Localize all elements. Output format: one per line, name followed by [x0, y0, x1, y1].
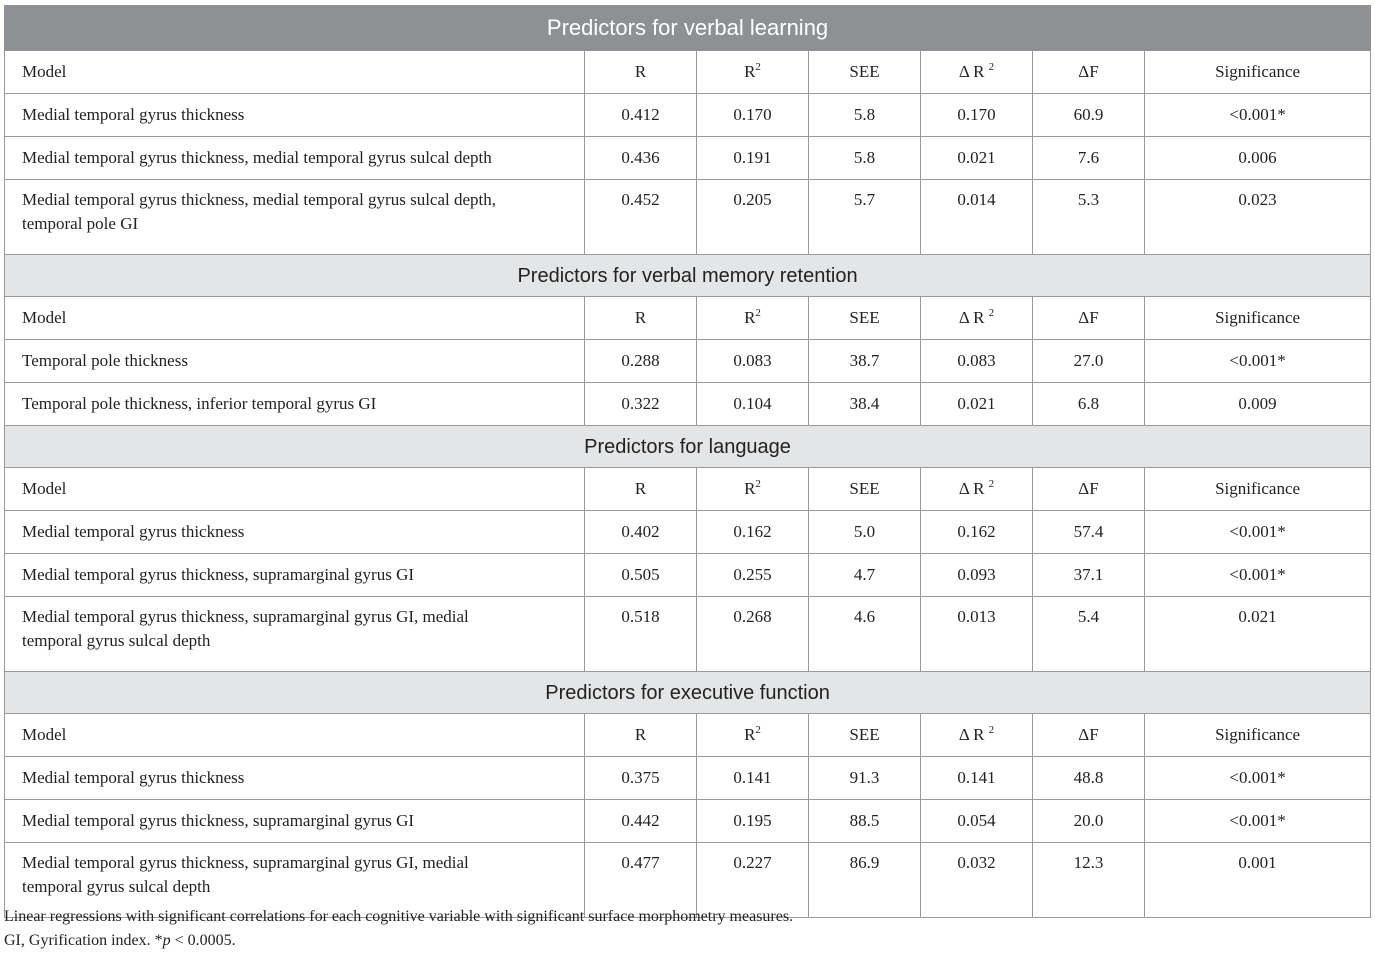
cell-delta-r2: 0.170: [921, 94, 1033, 137]
cell-significance: 0.021: [1145, 597, 1371, 672]
header-significance: Significance: [1145, 468, 1371, 511]
header-model: Model: [5, 714, 585, 757]
column-header-row: [5, 714, 1371, 757]
cell-significance: 0.023: [1145, 180, 1371, 255]
cell-delta-r2: 0.093: [921, 554, 1033, 597]
cell-r: 0.322: [585, 383, 697, 426]
table-footnote: [4, 905, 793, 953]
footnote-line-1: Linear regressions with significant correlations for each cognitive variable with significant surface morphometry measures.: [4, 908, 794, 925]
cell-significance: 0.009: [1145, 383, 1371, 426]
table-row: [5, 597, 1371, 672]
header-model: Model: [5, 51, 585, 94]
section-heading-row: [5, 426, 1371, 468]
cell-model: Medial temporal gyrus thickness, supramarginal gyrus GI: [5, 554, 585, 597]
cell-see: 4.6: [809, 597, 921, 672]
cell-delta-r2: 0.014: [921, 180, 1033, 255]
section-heading: Predictors for verbal memory retention: [5, 255, 1371, 297]
header-r: R: [585, 51, 697, 94]
cell-see: 88.5: [809, 800, 921, 843]
table-title-row: [5, 6, 1371, 51]
cell-see: 38.4: [809, 383, 921, 426]
cell-significance: <0.001*: [1145, 94, 1371, 137]
cell-model: Medial temporal gyrus thickness: [5, 94, 585, 137]
cell-delta-r2: 0.021: [921, 383, 1033, 426]
header-see: SEE: [809, 714, 921, 757]
table-row: [5, 340, 1371, 383]
cell-r2: 0.141: [697, 757, 809, 800]
cell-model: Medial temporal gyrus thickness: [5, 511, 585, 554]
cell-r2: 0.268: [697, 597, 809, 672]
cell-model: Temporal pole thickness: [5, 340, 585, 383]
cell-see: 4.7: [809, 554, 921, 597]
table-row: [5, 757, 1371, 800]
cell-r: 0.402: [585, 511, 697, 554]
header-significance: Significance: [1145, 714, 1371, 757]
cell-model: Medial temporal gyrus thickness, medial temporal gyrus sulcal depth, temporal pole GI: [5, 180, 585, 255]
table-row: [5, 800, 1371, 843]
cell-significance: <0.001*: [1145, 757, 1371, 800]
header-model: Model: [5, 297, 585, 340]
cell-model: Temporal pole thickness, inferior temporal gyrus GI: [5, 383, 585, 426]
cell-r: 0.452: [585, 180, 697, 255]
table-row: [5, 511, 1371, 554]
header-delta-f: ΔF: [1033, 714, 1145, 757]
cell-r2: 0.104: [697, 383, 809, 426]
cell-delta-f: 37.1: [1033, 554, 1145, 597]
cell-see: 5.7: [809, 180, 921, 255]
cell-delta-f: 5.3: [1033, 180, 1145, 255]
table-title: Predictors for verbal learning: [5, 6, 1371, 51]
header-see: SEE: [809, 51, 921, 94]
regression-table: [4, 5, 1371, 918]
cell-model: Medial temporal gyrus thickness, supramarginal gyrus GI: [5, 800, 585, 843]
footnote-line-2: GI, Gyrification index. *p < 0.0005.: [4, 932, 236, 949]
header-r2: $R^2$: [697, 297, 809, 340]
cell-significance: 0.001: [1145, 843, 1371, 918]
table-row: [5, 137, 1371, 180]
cell-see: 91.3: [809, 757, 921, 800]
header-delta-f: ΔF: [1033, 468, 1145, 511]
cell-delta-r2: 0.021: [921, 137, 1033, 180]
cell-r2: 0.227: [697, 843, 809, 918]
cell-delta-r2: 0.162: [921, 511, 1033, 554]
table-row: [5, 94, 1371, 137]
cell-delta-r2: 0.083: [921, 340, 1033, 383]
cell-significance: 0.006: [1145, 137, 1371, 180]
header-model: Model: [5, 468, 585, 511]
header-delta-r2: Δ R $^2$: [921, 714, 1033, 757]
cell-delta-f: 57.4: [1033, 511, 1145, 554]
header-delta-r2: Δ R $^2$: [921, 468, 1033, 511]
header-r2: $R^2$: [697, 468, 809, 511]
cell-r2: 0.083: [697, 340, 809, 383]
section-heading-row: [5, 255, 1371, 297]
cell-see: 38.7: [809, 340, 921, 383]
cell-r: 0.375: [585, 757, 697, 800]
header-delta-f: ΔF: [1033, 51, 1145, 94]
cell-delta-r2: 0.054: [921, 800, 1033, 843]
cell-significance: <0.001*: [1145, 340, 1371, 383]
section-heading-row: [5, 672, 1371, 714]
cell-r2: 0.170: [697, 94, 809, 137]
cell-delta-f: 7.6: [1033, 137, 1145, 180]
cell-delta-r2: 0.032: [921, 843, 1033, 918]
cell-model: Medial temporal gyrus thickness: [5, 757, 585, 800]
cell-r: 0.477: [585, 843, 697, 918]
cell-r: 0.505: [585, 554, 697, 597]
cell-r2: 0.205: [697, 180, 809, 255]
cell-significance: <0.001*: [1145, 554, 1371, 597]
header-see: SEE: [809, 297, 921, 340]
table-row: [5, 554, 1371, 597]
header-delta-f: ΔF: [1033, 297, 1145, 340]
cell-delta-f: 20.0: [1033, 800, 1145, 843]
results-table-container: [4, 5, 1370, 918]
cell-see: 5.0: [809, 511, 921, 554]
table-row: [5, 180, 1371, 255]
cell-r: 0.436: [585, 137, 697, 180]
cell-r: 0.288: [585, 340, 697, 383]
cell-delta-f: 12.3: [1033, 843, 1145, 918]
cell-delta-f: 48.8: [1033, 757, 1145, 800]
header-r: R: [585, 468, 697, 511]
cell-r2: 0.255: [697, 554, 809, 597]
cell-delta-f: 6.8: [1033, 383, 1145, 426]
cell-r: 0.412: [585, 94, 697, 137]
section-heading: Predictors for executive function: [5, 672, 1371, 714]
cell-delta-r2: 0.013: [921, 597, 1033, 672]
cell-model: Medial temporal gyrus thickness, supramarginal gyrus GI, medial temporal gyrus sulcal depth: [5, 843, 585, 918]
cell-see: 86.9: [809, 843, 921, 918]
cell-see: 5.8: [809, 137, 921, 180]
column-header-row: [5, 297, 1371, 340]
header-r2: $R^2$: [697, 714, 809, 757]
cell-delta-f: 5.4: [1033, 597, 1145, 672]
cell-significance: <0.001*: [1145, 511, 1371, 554]
cell-model: Medial temporal gyrus thickness, medial temporal gyrus sulcal depth: [5, 137, 585, 180]
cell-see: 5.8: [809, 94, 921, 137]
cell-r2: 0.195: [697, 800, 809, 843]
header-see: SEE: [809, 468, 921, 511]
header-r: R: [585, 714, 697, 757]
table-row: [5, 383, 1371, 426]
cell-r2: 0.191: [697, 137, 809, 180]
column-header-row: [5, 51, 1371, 94]
header-r2: $R^2$: [697, 51, 809, 94]
header-significance: Significance: [1145, 297, 1371, 340]
cell-r: 0.442: [585, 800, 697, 843]
cell-delta-r2: 0.141: [921, 757, 1033, 800]
column-header-row: [5, 468, 1371, 511]
cell-model: Medial temporal gyrus thickness, supramarginal gyrus GI, medial temporal gyrus sulcal depth: [5, 597, 585, 672]
header-significance: Significance: [1145, 51, 1371, 94]
cell-r2: 0.162: [697, 511, 809, 554]
header-delta-r2: Δ R $^2$: [921, 51, 1033, 94]
header-r: R: [585, 297, 697, 340]
cell-delta-f: 27.0: [1033, 340, 1145, 383]
cell-significance: <0.001*: [1145, 800, 1371, 843]
section-heading: Predictors for language: [5, 426, 1371, 468]
cell-delta-f: 60.9: [1033, 94, 1145, 137]
cell-r: 0.518: [585, 597, 697, 672]
header-delta-r2: Δ R $^2$: [921, 297, 1033, 340]
